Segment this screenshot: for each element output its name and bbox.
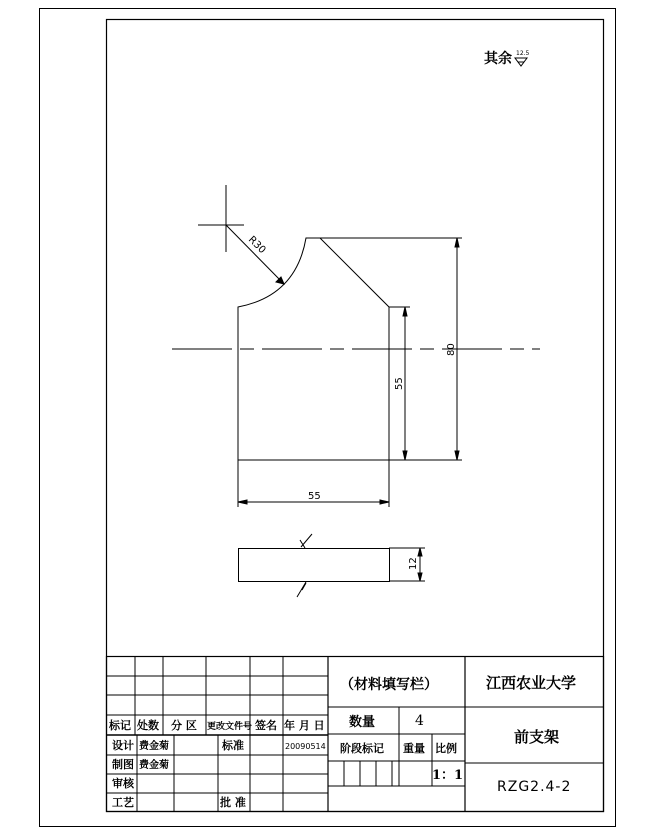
row-approve: 批 准 xyxy=(220,796,246,809)
university-name: 江西农业大学 xyxy=(486,674,577,692)
width-dimension: 55 xyxy=(308,491,321,502)
front-view xyxy=(172,185,540,507)
roughness-value: 12.5 xyxy=(516,50,530,57)
header-date: 年 月 日 xyxy=(284,719,325,732)
header-zone: 分 区 xyxy=(171,719,197,732)
scale-value: 1：1 xyxy=(432,768,464,783)
drafter-name: 费金菊 xyxy=(139,760,169,771)
drawing-number: RZG2.4-2 xyxy=(497,779,572,795)
header-signature: 签名 xyxy=(255,719,277,732)
surface-roughness-note xyxy=(484,50,530,67)
roughness-mark-top-icon xyxy=(300,534,312,548)
material-field: （材料填写栏） xyxy=(340,677,438,693)
row-process: 工艺 xyxy=(112,796,134,809)
thickness-dimension: 12 xyxy=(408,557,419,570)
scale-label: 比例 xyxy=(435,742,457,755)
designer-name: 费金菊 xyxy=(139,741,169,752)
top-view xyxy=(239,534,426,597)
row-review: 审核 xyxy=(112,777,134,790)
quantity-value: 4 xyxy=(415,713,424,729)
quantity-label: 数量 xyxy=(349,715,376,730)
roughness-symbol-icon xyxy=(515,58,527,66)
part-name: 前支架 xyxy=(514,728,560,746)
roughness-label: 其余 xyxy=(484,51,512,67)
header-change-doc: 更改文件号 xyxy=(207,722,253,732)
row-design: 设计 xyxy=(112,739,134,752)
radius-dimension: R30 xyxy=(245,234,268,257)
roughness-mark-bottom-icon xyxy=(297,582,306,597)
height-side-dimension: 55 xyxy=(394,377,405,390)
stage-mark-label: 阶段标记 xyxy=(340,742,384,755)
date-value: 20090514 xyxy=(285,742,326,751)
plate-outline xyxy=(239,549,390,582)
row-drafting: 制图 xyxy=(112,758,134,771)
height-total-dimension: 80 xyxy=(446,343,457,356)
header-mark: 标记 xyxy=(109,719,131,732)
header-count: 处数 xyxy=(137,719,159,732)
weight-label: 重量 xyxy=(403,742,425,755)
row-standardize: 标准 xyxy=(222,739,244,752)
